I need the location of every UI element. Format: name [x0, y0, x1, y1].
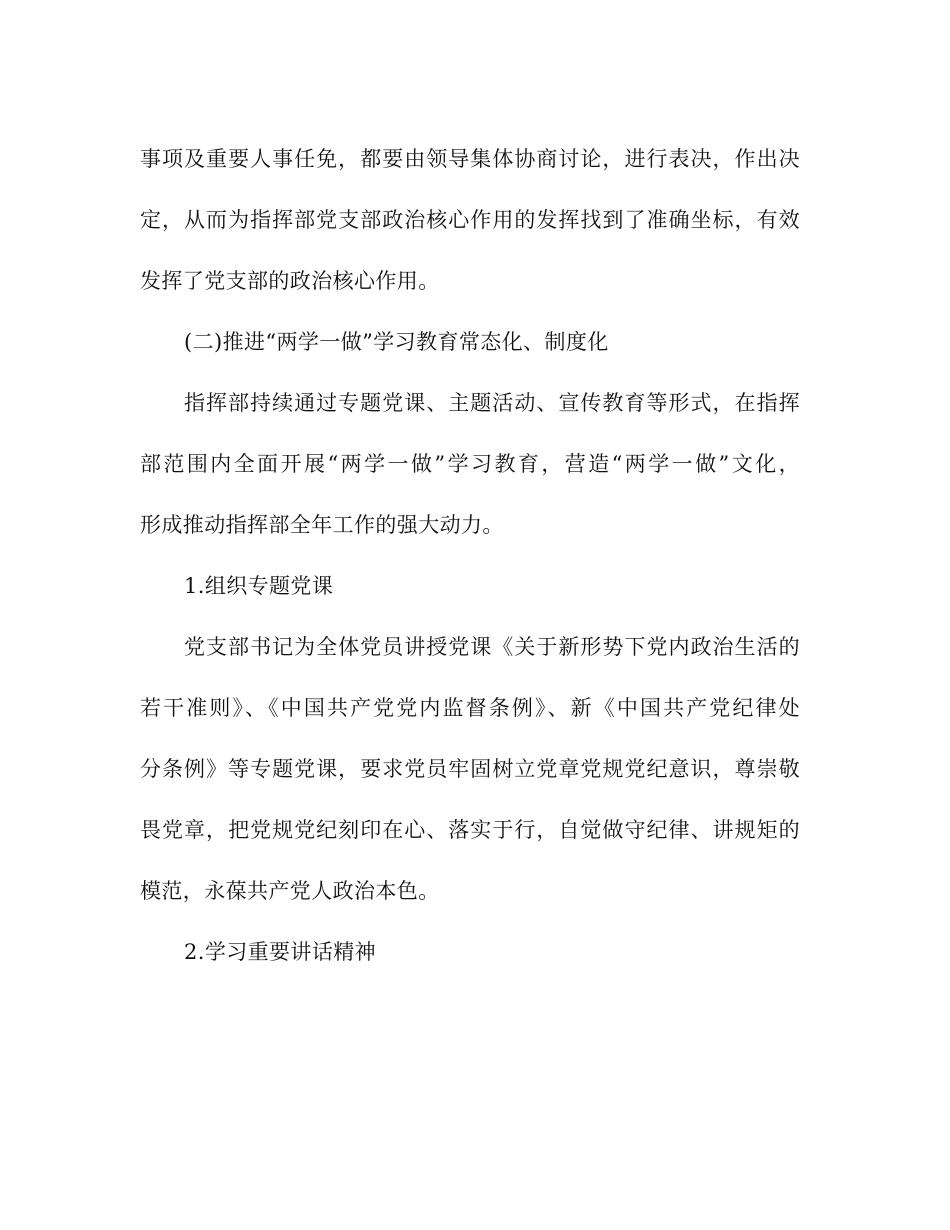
paragraph-line: 若干准则》、《中国共产党党内监督条例》、新《中国共产党纪律处 [140, 696, 800, 720]
paragraph-line: 党支部书记为全体党员讲授党课《关于新形势下党内政治生活的 [184, 635, 800, 659]
paragraph-line: 定，从而为指挥部党支部政治核心作用的发挥找到了准确坐标，有效 [140, 208, 800, 232]
document-body [140, 136, 800, 990]
subsection-heading: 2.学习重要讲话精神 [184, 940, 377, 964]
paragraph-line: 部范围内全面开展“两学一做”学习教育，营造“两学一做”文化， [140, 452, 800, 476]
paragraph-line: 指挥部持续通过专题党课、主题活动、宣传教育等形式，在指挥 [184, 391, 800, 415]
paragraph-line: 形成推动指挥部全年工作的强大动力。 [140, 513, 504, 537]
paragraph-line: 发挥了党支部的政治核心作用。 [140, 269, 440, 293]
paragraph-line: 事项及重要人事任免，都要由领导集体协商讨论，进行表决，作出决 [140, 147, 800, 171]
paragraph-line: 模范，永葆共产党人政治本色。 [140, 879, 440, 903]
paragraph-line: 畏党章，把党规党纪刻印在心、落实于行，自觉做守纪律、讲规矩的 [140, 818, 800, 842]
paragraph-line: 分条例》等专题党课，要求党员牢固树立党章党规党纪意识，尊崇敬 [140, 757, 800, 781]
subsection-heading: 1.组织专题党课 [184, 574, 334, 598]
section-heading: (二)推进“两学一做”学习教育常态化、制度化 [184, 330, 609, 354]
